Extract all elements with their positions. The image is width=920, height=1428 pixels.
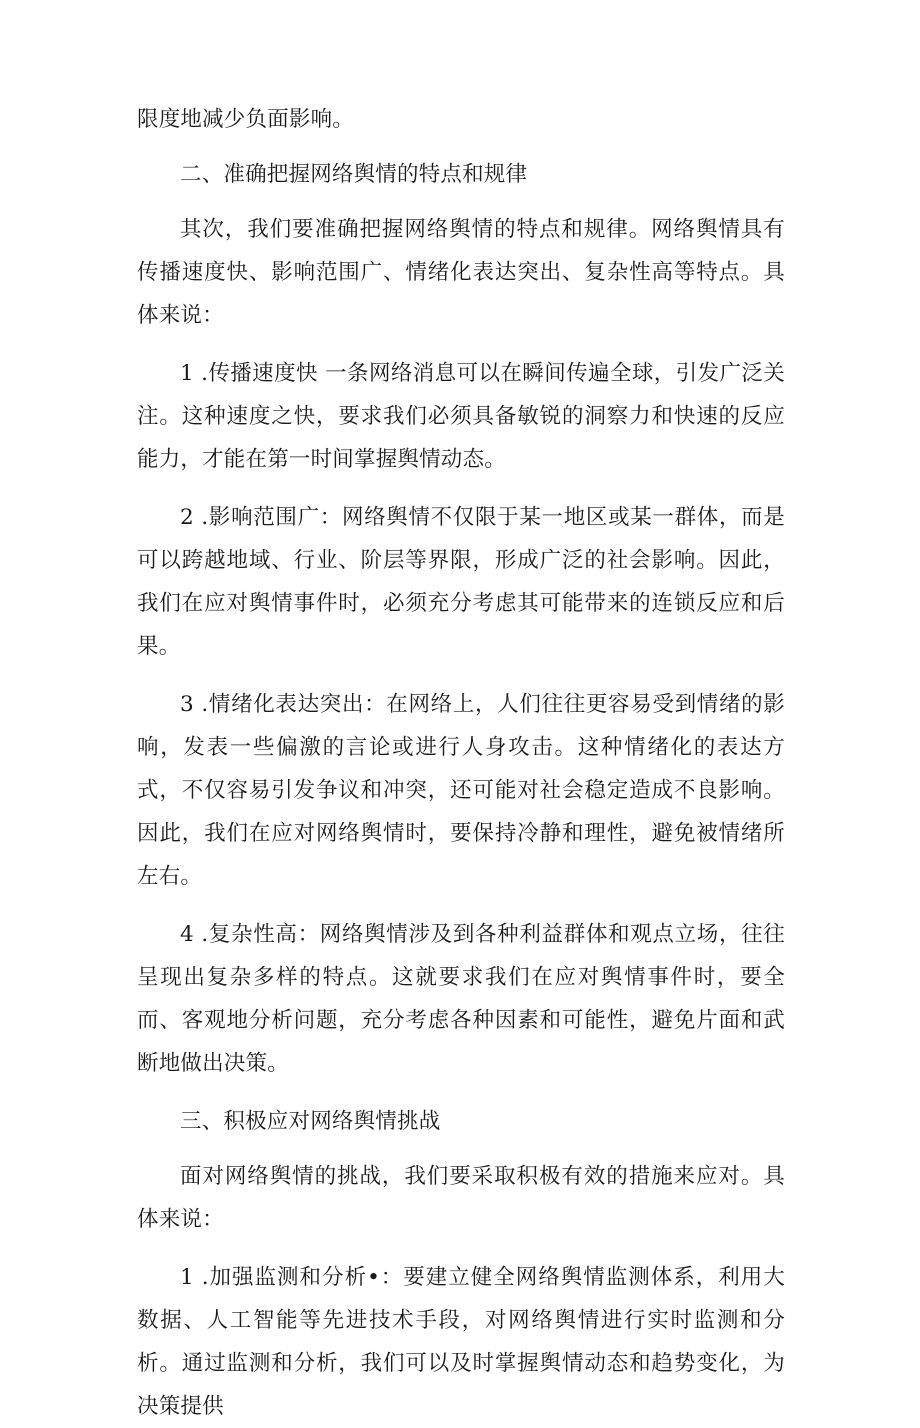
document-body xyxy=(137,98,785,1428)
list-item-emotion: 3 .情绪化表达突出：在网络上，人们往往更容易受到情绪的影响，发表一些偏激的言论或进行人身攻击。这种情绪化的表达方式，不仅容易引发争议和冲突，还可能对社会稳定造成不良影响。因此，我们在应对网络舆情时，要保持冷静和理性，避免被情绪所左右。 xyxy=(137,692,785,889)
paragraph-intro-response: 面对网络舆情的挑战，我们要采取积极有效的措施来应对。具体来说： xyxy=(137,1164,785,1232)
list-item-scope: 2 .影响范围广：网络舆情不仅限于某一地区或某一群体，而是可以跨越地域、行业、阶层等界限，形成广泛的社会影响。因此，我们在应对舆情事件时，必须充分考虑其可能带来的连锁反应和后果。 xyxy=(137,505,785,659)
list-item-speed: 1 .传播速度快 一条网络消息可以在瞬间传遍全球，引发广泛关注。这种速度之快，要求我们必须具备敏锐的洞察力和快速的反应能力，才能在第一时间掌握舆情动态。 xyxy=(137,361,785,472)
list-item-monitoring: 1 .加强监测和分析•：要建立健全网络舆情监测体系，利用大数据、人工智能等先进技术手段，对网络舆情进行实时监测和分析。通过监测和分析，我们可以及时掌握舆情动态和趋势变化，为决策提供 xyxy=(137,1265,785,1419)
list-item-complexity: 4 .复杂性高：网络舆情涉及到各种利益群体和观点立场，往往呈现出复杂多样的特点。这就要求我们在应对舆情事件时，要全而、客观地分析问题，充分考虑各种因素和可能性，避免片面和武断地做出决策。 xyxy=(137,922,785,1076)
section-heading-3: 三、积极应对网络舆情挑战 xyxy=(180,1109,441,1134)
paragraph-continuation: 限度地减少负面影响。 xyxy=(137,107,355,132)
paragraph-intro-characteristics: 其次，我们要准确把握网络舆情的特点和规律。网络舆情具有传播速度快、影响范围广、情绪化表达突出、复杂性高等特点。具体来说： xyxy=(137,217,785,328)
section-heading-2: 二、准确把握网络舆情的特点和规律 xyxy=(180,162,528,187)
